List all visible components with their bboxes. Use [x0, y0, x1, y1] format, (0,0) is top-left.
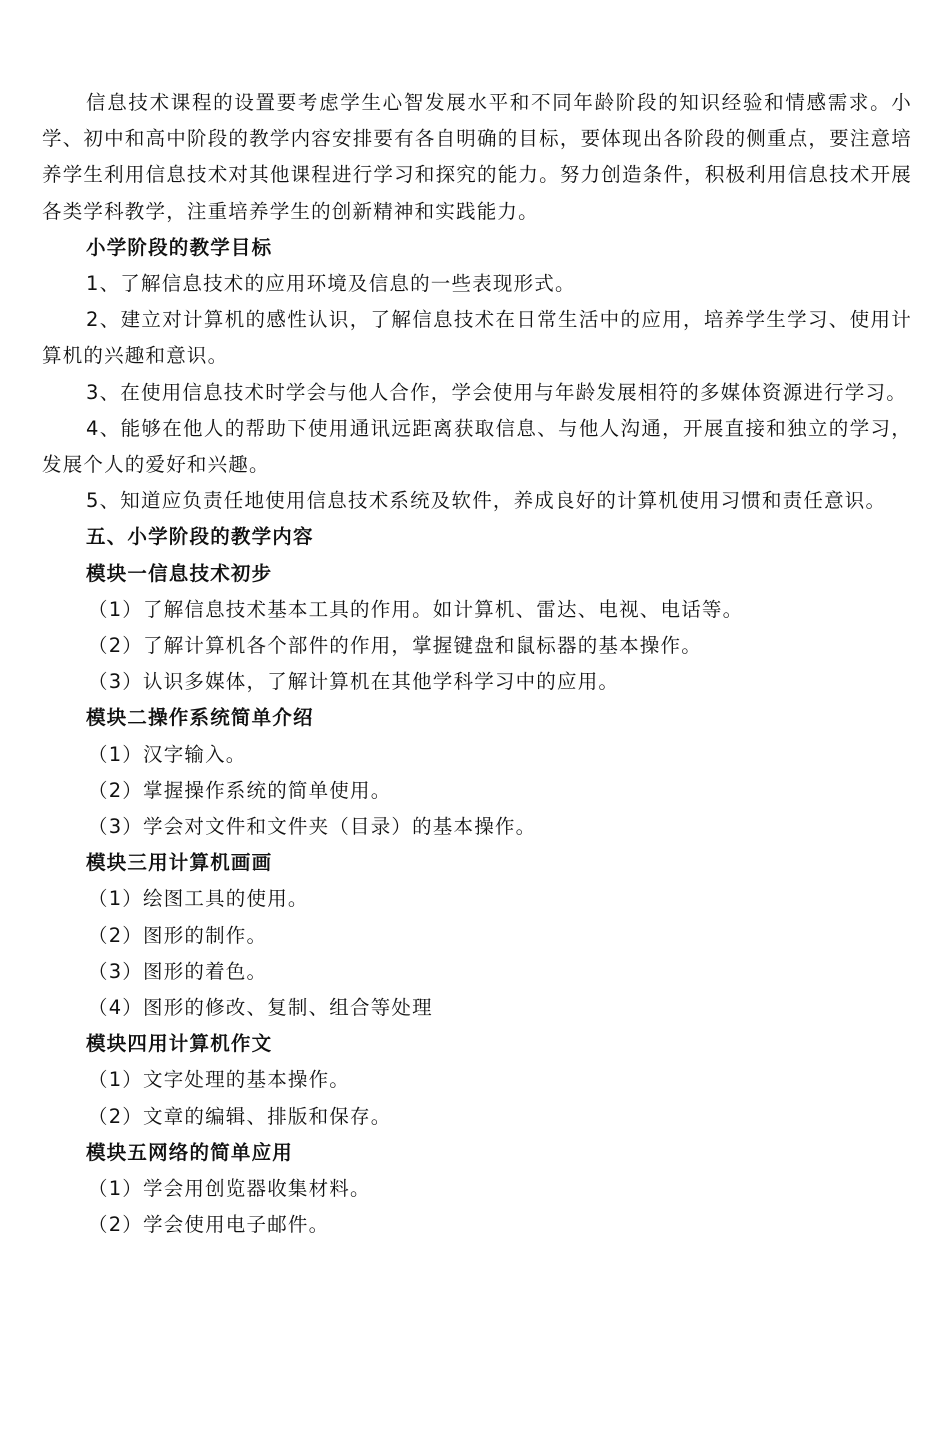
module-3-item-2: （2）图形的制作。	[88, 923, 268, 947]
goal-item-1: 1、了解信息技术的应用环境及信息的一些表现形式。	[86, 272, 576, 296]
module-4-item-2: （2）文章的编辑、排版和保存。	[88, 1104, 392, 1128]
goal-item-3: 3、在使用信息技术时学会与他人合作，学会使用与年龄发展相符的多媒体资源进行学习。	[86, 380, 907, 404]
module-3-item-1: （1）绘图工具的使用。	[88, 887, 309, 911]
module-4-title: 模块四用计算机作文	[86, 1032, 273, 1056]
module-3-item-4: （4）图形的修改、复制、组合等处理	[88, 996, 433, 1020]
module-1-item-1: （1）了解信息技术基本工具的作用。如计算机、雷达、电视、电话等。	[88, 597, 744, 621]
module-5-title: 模块五网络的简单应用	[86, 1140, 294, 1164]
content-heading: 五、小学阶段的教学内容	[86, 525, 314, 549]
module-4-item-1: （1）文字处理的基本操作。	[88, 1068, 351, 1092]
module-5-item-2: （2）学会使用电子邮件。	[88, 1213, 330, 1237]
module-3-title: 模块三用计算机画画	[86, 851, 273, 875]
module-2-item-2: （2）掌握操作系统的简单使用。	[88, 778, 392, 802]
module-1-item-2: （2）了解计算机各个部件的作用，掌握键盘和鼠标器的基本操作。	[88, 634, 702, 658]
module-5-item-1: （1）学会用创览器收集材料。	[88, 1177, 371, 1201]
module-3-item-3: （3）图形的着色。	[88, 959, 268, 983]
module-2-item-1: （1）汉字输入。	[88, 742, 247, 766]
module-2-title: 模块二操作系统简单介绍	[86, 706, 314, 730]
goals-heading: 小学阶段的教学目标	[86, 235, 273, 259]
module-2-item-3: （3）学会对文件和文件夹（目录）的基本操作。	[88, 815, 537, 839]
module-1-item-3: （3）认识多媒体，了解计算机在其他学科学习中的应用。	[88, 670, 620, 694]
goal-item-2: 2、建立对计算机的感性认识，了解信息技术在日常生活中的应用，培养学生学习、使用计算机的兴趣和意识。	[42, 308, 912, 368]
intro-paragraph: 信息技术课程的设置要考虑学生心智发展水平和不同年龄阶段的知识经验和情感需求。小学、初中和高中阶段的教学内容安排要有各自明确的目标，要体现出各阶段的侧重点，要注意培养学生利用信息技术对其他课程进行学习和探究的能力。努力创造条件，积极利用信息技术开展各类学科教学，注重培养学生的创新精神和实践能力。	[42, 91, 912, 223]
document-body	[42, 85, 912, 1244]
module-1-title: 模块一信息技术初步	[86, 561, 273, 585]
goal-item-5: 5、知道应负责任地使用信息技术系统及软件，养成良好的计算机使用习惯和责任意识。	[86, 489, 887, 513]
goal-item-4: 4、能够在他人的帮助下使用通讯远距离获取信息、与他人沟通，开展直接和独立的学习，发展个人的爱好和兴趣。	[42, 416, 912, 477]
